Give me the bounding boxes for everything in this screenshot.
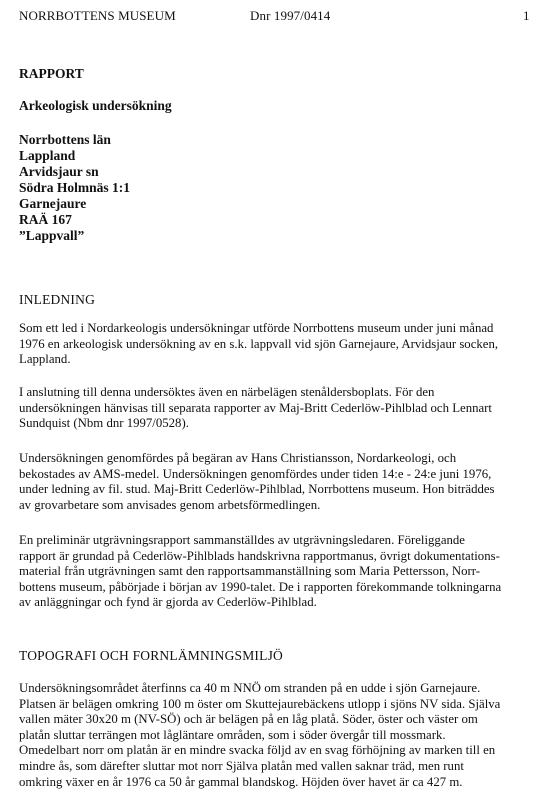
paragraph-line: omkring växer en år 1976 ca 50 år gammal blandskog. Höjden över havet är ca 427 m.	[19, 774, 463, 789]
location-parish: Arvidsjaur sn	[19, 164, 99, 179]
paragraph-line: Undersökningen genomfördes på begäran av Hans Christiansson, Nordarkeologi, och	[19, 451, 457, 465]
location-site: Garnejaure	[19, 196, 87, 211]
section-heading-topografi: TOPOGRAFI OCH FORNLÄMNINGSMILJÖ	[19, 648, 283, 663]
paragraph-line: under ledning av fil. stud. Maj-Britt Cederlöw-Pihlblad, Norrbottens museum. Hon biträddes	[19, 482, 495, 497]
location-property: Södra Holmnäs 1:1	[19, 180, 131, 195]
paragraph-line: av anläggningar och fynd är gjorda av Cederlöw-Pihlblad.	[19, 595, 317, 610]
location-county: Norrbottens län	[19, 132, 111, 147]
paragraph-line: av grovarbetare som anvisades genom arbetsförmedlingen.	[19, 497, 321, 512]
paragraph-inledning-4	[19, 533, 544, 611]
paragraph-line: bekostades av AMS-medel. Undersökningen genomfördes under tiden 14:e - 24:e juni 1976,	[19, 466, 492, 481]
location-raa: RAÄ 167	[19, 212, 72, 227]
paragraph-line: undersökningen hänvisas till separata rapporter av Maj-Britt Cederlöw-Pihlblad och Lennart	[19, 400, 492, 415]
paragraph-line: mindre ås, som därefter sluttar mot norr Själva platån med vallen saknar träd, men runt	[19, 758, 464, 773]
paragraph-line: I anslutning till denna undersöktes även en närbelägen stenåldersboplats. För den	[19, 385, 435, 399]
paragraph-line: En preliminär utgrävningsrapport sammanställdes av utgrävningsledaren. Föreliggande	[19, 533, 465, 547]
header-organization: NORRBOTTENS MUSEUM	[19, 8, 176, 23]
paragraph-inledning-3	[19, 451, 544, 513]
location-name: ”Lappvall”	[19, 228, 85, 243]
location-province: Lappland	[19, 148, 76, 163]
paragraph-line: rapport är grundad på Cederlöw-Pihlblads handskrivna rapportmanus, övrigt dokumentations-	[19, 548, 500, 563]
paragraph-line: platån sluttar terrängen mot lågläntare områden, som i söder övergår till mossmark.	[19, 727, 446, 742]
report-title: RAPPORT	[19, 66, 84, 81]
header-page-number: 1	[523, 8, 530, 23]
paragraph-line: Undersökningsområdet återfinns ca 40 m NNÖ om stranden på en udde i sjön Garnejaure.	[19, 681, 481, 695]
paragraph-line: 1976 en arkeologisk undersökning av en s.k. lappvall vid sjön Garnejaure, Arvidsjaur socken,	[19, 336, 499, 351]
paragraph-line: Omedelbart norr om platån är en mindre svacka följd av en svag förhöjning av marken till en	[19, 743, 496, 758]
paragraph-inledning-1	[19, 321, 544, 368]
paragraph-line: Som ett led i Nordarkeologis undersökningar utförde Norrbottens museum under juni månad	[19, 321, 494, 335]
paragraph-line: bottens museum, påbörjade i början av 1990-talet. De i rapporten förekommande tolkningarna	[19, 579, 502, 594]
paragraph-line: material från utgrävningen samt den rapportsammanställning som Maria Pettersson, Norr-	[19, 564, 481, 579]
paragraph-line: Platsen är belägen omkring 100 m öster om Skuttejaurebäckens utlopp i sjöns NV sida. Själva	[19, 696, 501, 711]
location-block	[19, 132, 130, 244]
section-heading-inledning: INLEDNING	[19, 292, 96, 307]
paragraph-line: Sundquist (Nbm dnr 1997/0528).	[19, 416, 189, 431]
paragraph-line: Lappland.	[19, 352, 71, 367]
paragraph-topografi-1	[19, 681, 544, 790]
report-subtitle: Arkeologisk undersökning	[19, 98, 172, 113]
header-dnr: Dnr 1997/0414	[250, 8, 331, 23]
paragraph-line: vallen mäter 30x20 m (NV-SÖ) och är belägen på en låg platå. Söder, öster och väster om	[19, 712, 478, 727]
paragraph-inledning-2	[19, 385, 544, 432]
